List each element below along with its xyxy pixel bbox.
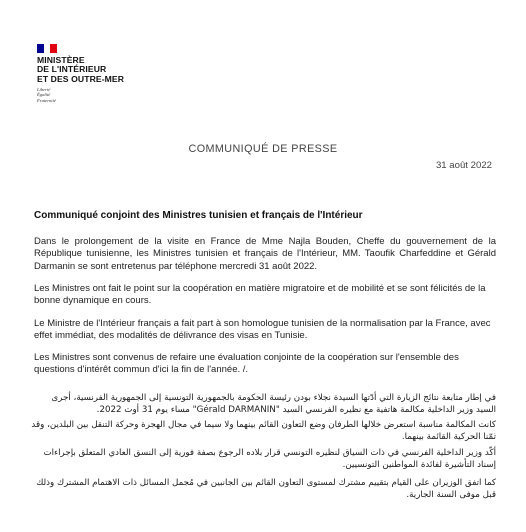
body-paragraph: Les Ministres ont fait le point sur la coopération en matière migratoire et de mobilité et se sont félicités de la bonne dynamique en cours. — [34, 283, 486, 307]
arabic-paragraph: كانت المكالمة مناسبة استعرض خلالها الطرفان وضع التعاون القائم بينهما ولا سيما في مجال الهجرة وحركة التنقل بين البلدين، وقد ثمّنا الحركية القائمة بينهما. — [31, 420, 496, 442]
body-paragraph: Dans le prolongement de la visite en France de Mme Najla Bouden, Cheffe du gouvernement de la République tunisienne, les Ministres tunisien et français de l'Intérieur, MM. Taoufik Charfeddine et Gérald Darmanin se sont entretenus par téléphone mercredi 31 août 2022. — [34, 236, 496, 272]
motto-line: Égalité — [37, 92, 51, 98]
french-flag-icon — [37, 44, 57, 53]
document-date: 31 août 2022 — [435, 160, 492, 171]
arabic-paragraph: أكّد وزير الداخلية الفرنسي في ذات السياق لنظيره التونسي قرار بلاده الرجوع بصفة فورية إلى النسق العادي المتعلق بإجراءات إسناد التأشيرة لفائدة المواطنين التونسيين. — [43, 448, 496, 470]
motto-line: Liberté — [37, 87, 51, 93]
flag-blue-band — [37, 44, 44, 53]
arabic-paragraph: في إطار متابعة نتائج الزيارة التي أدّتها السيدة نجلاء بودن رئيسة الحكومة بالجمهورية التونسية إلى الجمهورية الفرنسية، أجرى السيد وزير الداخلية مكالمة هاتفية مع نظيره الفرنسي السيد "Gérald DARMANIN" مساء يوم 31 أوت 2022. — [51, 393, 496, 415]
arabic-paragraph: كما اتفق الوزيران على القيام بتقييم مشترك لمستوى التعاون القائم بين الجانبين في مُجمل المسائل ذات الاهتمام المشترك وذلك قبل موفى السنة الجارية. — [36, 478, 496, 500]
body-paragraph: Les Ministres sont convenus de refaire une évaluation conjointe de la coopération sur l'ensemble des questions d'intérêt commun d'ici la fin de l'année. /. — [34, 352, 459, 376]
body-paragraph: Le Ministre de l'Intérieur français a fait part à son homologue tunisien de la normalisation par la France, avec effet immédiat, des modalités de délivrance des visas en Tunisie. — [34, 318, 491, 342]
ministry-name-line: ET DES OUTRE-MER — [37, 73, 125, 84]
ministry-logo — [37, 44, 157, 103]
ministry-name-line: DE L'INTÉRIEUR — [37, 64, 107, 75]
flag-white-band — [44, 44, 51, 53]
ministry-name-line: MINISTÈRE — [37, 55, 85, 65]
republic-motto — [37, 87, 157, 103]
flag-red-band — [50, 44, 57, 53]
document-headline: Communiqué conjoint des Ministres tunisien et français de l'Intérieur — [34, 210, 363, 221]
motto-line: Fraternité — [37, 97, 56, 103]
document-title: COMMUNIQUÉ DE PRESSE — [188, 143, 338, 155]
